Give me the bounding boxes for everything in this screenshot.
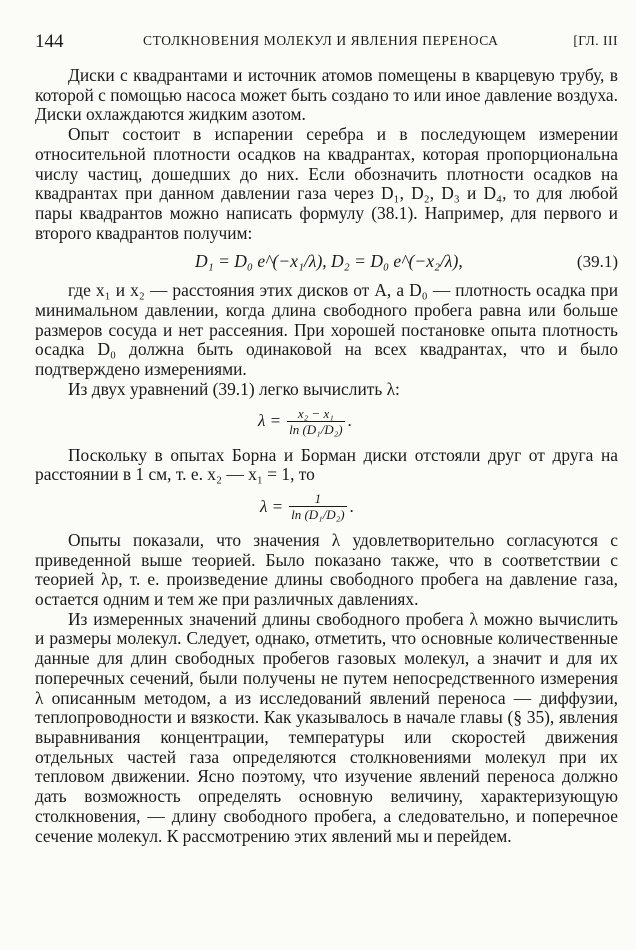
paragraph-1: Диски с квадрантами и источник атомов помещены в кварцевую трубу, в которой с помощью насоса может быть создано то или иное давление воздуха. Диски охлаждаются жидким азотом. — [35, 65, 618, 125]
fraction — [287, 406, 344, 437]
paragraph-5: Поскольку в опытах Борна и Борман диски отстояли друг от друга на расстоянии в 1 см, т. е. x₂ — x₁ = 1, то — [35, 444, 618, 485]
fraction-denominator: ln (D₁/D₂) — [291, 506, 345, 522]
paragraph-3: где x₁ и x₂ — расстояния этих дисков от A, а D₀ — плотность осадка при минимальном давлении, когда длина свободного пробега равна или больше размеров сосуда и нет рассеяния. При хорошей постановке опыта плотность осадка D₀ должна быть одинаковой на всех квадрантах, что и было подтверждено измерениями. — [35, 280, 618, 380]
paragraph-4: Из двух уравнений (39.1) легко вычислить λ: — [68, 378, 400, 399]
equation-end: . — [349, 496, 354, 516]
equation-lambda-unit — [35, 485, 618, 531]
page-number: 144 — [35, 31, 64, 52]
page-body — [35, 66, 618, 846]
fraction-numerator: x₂ − x₁ — [297, 405, 334, 421]
chapter-label: [ГЛ. III — [573, 33, 618, 48]
lambda-lhs: λ = — [260, 496, 284, 516]
fraction-numerator: 1 — [314, 490, 322, 506]
fraction — [289, 491, 346, 522]
fraction-denominator: ln (D₁/D₂) — [289, 421, 343, 437]
equation-end: . — [347, 411, 352, 431]
page-header — [35, 31, 618, 53]
running-title: СТОЛКНОВЕНИЯ МОЛЕКУЛ И ЯВЛЕНИЯ ПЕРЕНОСА — [143, 33, 499, 48]
equation-39-1 — [35, 243, 618, 281]
paragraph-6: Опыты показали, что значения λ удовлетворительно согласуются с приведенной выше теорией. Было показано также, что в соответствии с теорией λp, т. е. произведение длины свободного пробега на давление газа, остается одним и тем же при различных давлениях. — [35, 529, 618, 610]
paragraph-2: Опыт состоит в испарении серебра и в последующем измерении относительной плотности осадков на квадрантах, которая пропорциональна числу частиц, дошедших до них. Если обозначить плотности осадков на квадрантах при данном давлении газа через D₁, D₂, D₃ и D₄, то для любой пары квадрантов можно написать формулу (38.1). Например, для первого и второго квадрантов получим: — [35, 124, 618, 243]
equation-lambda-ratio — [35, 400, 618, 446]
paragraph-7: Из измеренных значений длины свободного пробега λ можно вычислить и размеры молекул. Следует, однако, отметить, что основные количественные данные для длин свободных пробегов газовых молекул, а значит и для их поперечных сечений, были получены не путем непосредственного измерения λ описанным методом, а из исследований явлений переноса — диффузии, теплопроводности и вязкости. Как указывалось в начале главы (§ 35), явления выравнивания концентрации, температуры или скоростей движения отдельных частей газа определяются столкновениями молекул при их тепловом движении. Ясно поэтому, что изучение явлений переноса должно дать возможность определять основную величину, характеризующую столкновения, — длину свободного пробега, а следовательно, и поперечное сечение молекул. К рассмотрению этих явлений мы и перейдем. — [35, 608, 618, 846]
lambda-lhs: λ = — [258, 411, 282, 431]
equation-39-1-text: D₁ = D₀ e^(−x₁/λ), D₂ = D₀ e^(−x₂/λ), — [195, 251, 463, 272]
equation-number: (39.1) — [576, 252, 618, 272]
